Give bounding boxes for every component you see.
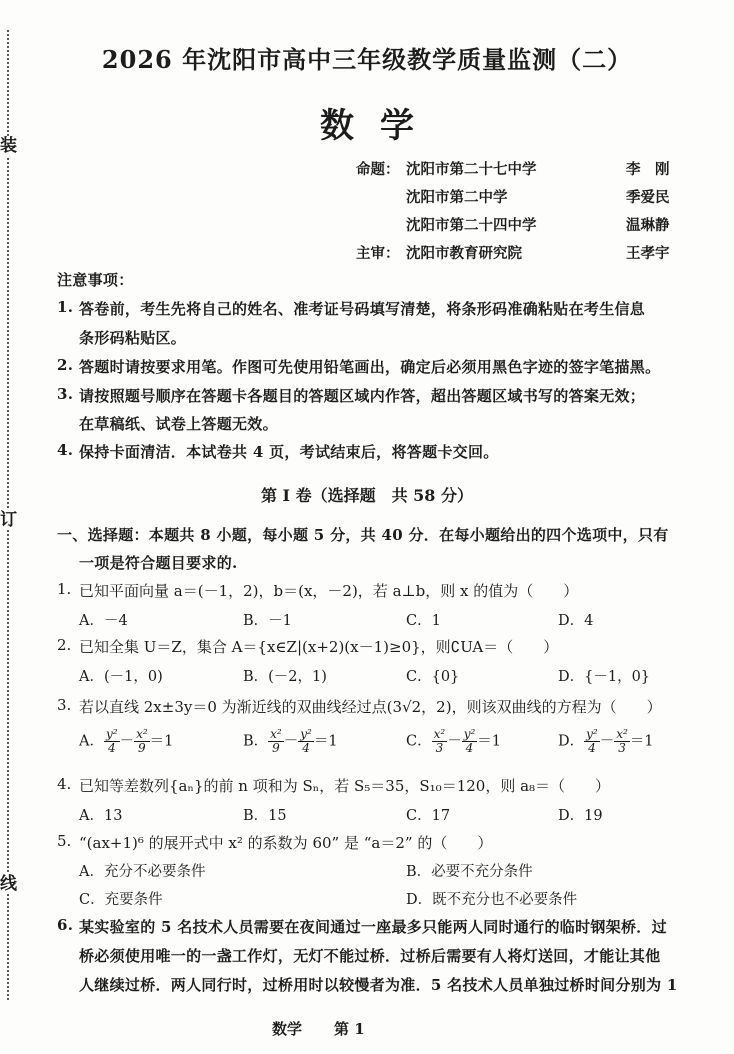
margin-char-ding: 订 [0,510,17,530]
question-1-text: 已知平面向量 a＝(－1，2)，b＝(x，－2)，若 a⊥b，则 x 的值为（ ） [79,582,579,600]
question-3-text: 若以直线 2x±3y＝0 为渐近线的双曲线经过点(3√2，2)，则该双曲线的方程为（ ） [79,698,662,716]
option-label: C． [406,733,432,750]
margin-char-xian: 线 [0,874,17,894]
subject-title: 数学 [320,106,440,146]
question-1-option-c: C．1 [406,613,441,629]
question-4-option-b: B．15 [243,808,287,824]
notice-heading: 注意事项： [57,271,134,289]
question-5-option-c: C．充要条件 [79,892,163,908]
fraction [584,728,600,755]
question-3-option-b [243,728,338,755]
question-5-option-a: A．充分不必要条件 [79,864,206,880]
question-2-option-b: B．(－2，1) [243,669,327,685]
question-4-option-a: A．13 [79,808,123,824]
notice-item-3-line2: 在草稿纸、试卷上答题无效。 [79,415,278,433]
denominator: 4 [302,741,310,755]
numerator: y² [300,727,312,741]
question-number: 1. [57,580,72,598]
author-org: 沈阳市第二十七中学 [406,161,537,178]
denominator: 9 [138,741,146,755]
question-6-line3: 人继续过桥．两人同行时，过桥用时以较慢者为准．5 名技术人员单独过桥时间分别为 1 [79,976,678,994]
question-2-option-d: D．{－1，0} [558,669,651,685]
option-label: A． [79,733,104,750]
author-name: 温琳静 [626,217,670,234]
fraction [462,728,478,755]
minus-sign: － [599,733,615,750]
minus-sign: － [119,733,135,750]
notice-num: 1. [57,298,74,316]
question-number: 4. [57,775,72,793]
numerator: x² [616,727,628,741]
fraction [614,728,630,755]
equals-one: ＝1 [313,733,338,750]
question-6-line2: 桥必须使用唯一的一盏工作灯，无灯不能过桥．过桥后需要有人将灯送回，才能让其他 [79,947,661,965]
fraction [268,728,284,755]
exam-title: 2026 年沈阳市高中三年级教学质量监测（二） [101,45,633,74]
part-one-title: 第 I 卷（选择题 共 58 分） [260,486,474,505]
denominator: 4 [588,741,596,755]
question-4-option-d: D．19 [558,808,603,824]
minus-sign: － [283,733,299,750]
question-6-line1: 某实验室的 5 名技术人员需要在夜间通过一座最多只能两人同时通行的临时钢架桥．过 [79,918,667,936]
question-number: 3. [57,696,72,714]
numerator: y² [463,727,476,741]
option-label: D． [558,733,585,750]
question-3-option-a [79,728,173,755]
question-4-option-c: C．17 [406,808,451,824]
question-2-text: 已知全集 U＝Z，集合 A＝{x∈Z|(x+2)(x－1)≥0}，则∁UA＝（ ） [79,638,559,656]
notice-num: 3. [57,385,74,403]
fraction [104,728,120,755]
footer-page-number: 第 1 [334,1020,365,1038]
fraction [432,728,448,755]
question-5-option-b: B．必要不充分条件 [406,864,533,880]
footer-subject: 数学 [272,1020,303,1038]
question-1-option-a: A．－4 [79,613,128,629]
author-org: 沈阳市第二中学 [406,189,508,206]
numerator: y² [586,727,598,741]
equals-one: ＝1 [629,733,654,750]
question-2-option-a: A．(－1，0) [79,669,163,685]
margin-char-zhuang: 装 [0,136,17,156]
question-3-option-c [406,728,501,755]
equals-one: ＝1 [477,733,502,750]
fraction [298,728,314,755]
section-one-instructions-line2: 一项是符合题目要求的. [79,554,238,572]
fraction [134,728,150,755]
minus-sign: － [447,733,462,750]
author-name: 季爱民 [626,189,670,206]
denominator: 3 [435,741,444,755]
question-3-option-d [558,728,654,755]
question-1-option-b: B．－1 [243,613,292,629]
author-org: 沈阳市第二十四中学 [406,217,537,234]
notice-item-2-line1: 答题时请按要求用笔。作图可先使用铅笔画出，确定后必须用黑色字迹的签字笔描黑。 [79,358,661,376]
author-name: 王孝宇 [626,245,670,262]
numerator: x² [433,727,446,741]
notice-item-1-line2: 条形码粘贴区。 [79,329,187,347]
question-4-text: 已知等差数列{aₙ}的前 n 项和为 Sₙ，若 S₅＝35，S₁₀＝120，则 a₈＝（ ） [79,777,611,795]
notice-item-1-line1: 答卷前，考生先将自己的姓名、准考证号码填写清楚，将条形码准确粘贴在考生信息 [79,300,646,318]
reviewer-role: 主审： [356,245,400,262]
author-name: 李 刚 [626,161,670,178]
numerator: y² [105,727,118,741]
numerator: x² [270,727,282,741]
question-5-text: “(ax+1)⁶ 的展开式中 x² 的系数为 60” 是 “a＝2” 的（ ） [79,834,493,852]
question-number: 5. [57,832,72,850]
notice-item-4-line1: 保持卡面清洁．本试卷共 4 页，考试结束后，将答题卡交回。 [79,443,499,461]
author-org: 沈阳市教育研究院 [406,245,522,262]
equals-one: ＝1 [149,733,174,750]
notice-num: 2. [57,356,74,374]
question-5-option-d: D．既不充分也不必要条件 [406,892,578,908]
denominator: 9 [272,741,280,755]
notice-item-3-line1: 请按照题号顺序在答题卡各题目的答题区域内作答，超出答题区域书写的答案无效； [79,387,646,405]
option-label: B． [243,733,269,750]
denominator: 4 [107,741,116,755]
numerator: x² [136,727,148,741]
question-number: 6. [57,916,74,934]
question-number: 2. [57,636,72,654]
denominator: 4 [465,741,474,755]
denominator: 3 [618,741,626,755]
author-role: 命题： [356,161,400,178]
question-1-option-d: D．4 [558,613,594,629]
notice-num: 4. [57,441,74,459]
section-one-instructions-line1: 一、选择题：本题共 8 小题，每小题 5 分，共 40 分．在每小题给出的四个选项中，只有 [57,526,669,544]
question-2-option-c: C．{0} [406,669,460,685]
